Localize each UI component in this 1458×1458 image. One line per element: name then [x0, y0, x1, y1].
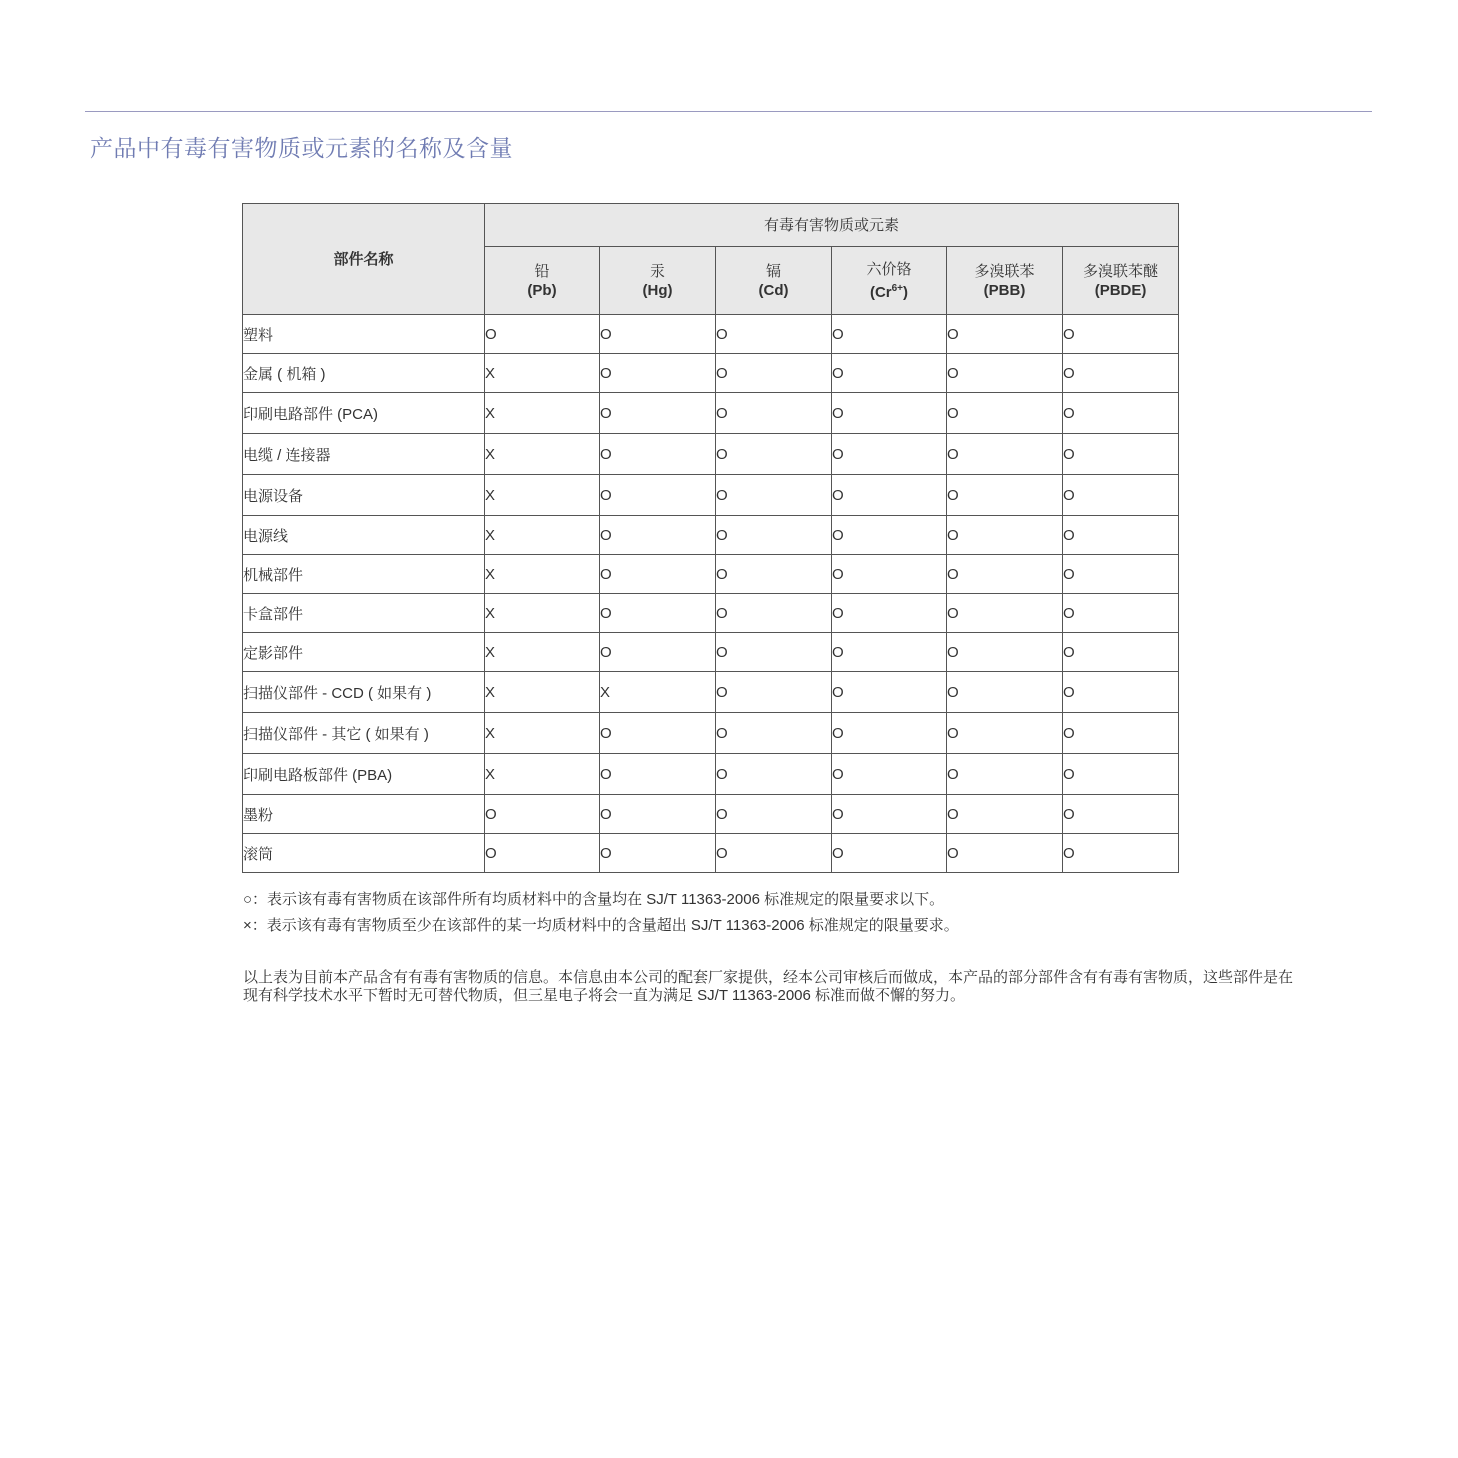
substance-mark-cell: O	[600, 555, 716, 594]
substance-mark-cell: O	[947, 516, 1063, 555]
part-name-header: 部件名称	[243, 204, 485, 315]
substance-mark-cell: O	[716, 354, 832, 393]
substance-mark-cell: X	[485, 354, 600, 393]
substance-mark-cell: O	[716, 475, 832, 516]
substance-mark-cell: O	[716, 795, 832, 834]
substance-mark-cell: O	[600, 434, 716, 475]
substance-mark-cell: X	[485, 393, 600, 434]
table-body	[243, 315, 1179, 873]
table-row	[243, 475, 1179, 516]
substance-mark-cell: O	[832, 393, 947, 434]
substance-mark-cell: O	[716, 434, 832, 475]
table-row	[243, 594, 1179, 633]
part-name-cell: 电源设备	[243, 475, 485, 516]
table-row	[243, 754, 1179, 795]
substance-mark-cell: O	[832, 594, 947, 633]
substance-mark-cell: O	[832, 795, 947, 834]
substance-mark-cell: O	[832, 754, 947, 795]
substance-mark-cell: O	[485, 315, 600, 354]
substance-mark-cell: O	[832, 516, 947, 555]
column-header-pbde: 多溴联苯醚 (PBDE)	[1063, 247, 1179, 315]
substance-mark-cell: O	[947, 393, 1063, 434]
substance-mark-cell: X	[485, 516, 600, 555]
part-name-cell: 印刷电路部件 (PCA)	[243, 393, 485, 434]
part-name-cell: 扫描仪部件 - 其它 ( 如果有 )	[243, 713, 485, 754]
substance-mark-cell: O	[600, 795, 716, 834]
substance-mark-cell: O	[947, 555, 1063, 594]
table-row	[243, 713, 1179, 754]
substance-mark-cell: O	[716, 594, 832, 633]
table-row	[243, 834, 1179, 873]
substance-mark-cell: O	[600, 354, 716, 393]
substance-mark-cell: O	[716, 633, 832, 672]
part-name-cell: 定影部件	[243, 633, 485, 672]
substance-mark-cell: O	[716, 315, 832, 354]
substance-mark-cell: O	[947, 633, 1063, 672]
part-name-cell: 墨粉	[243, 795, 485, 834]
o-mark-note: ○：表示该有毒有害物质在该部件所有均质材料中的含量均在 SJ/T 11363-2006 标准规定的限量要求以下。	[243, 891, 945, 908]
column-header-cr6: 六价铬 $(Cr^{6+})$	[832, 247, 947, 315]
compliance-statement: 以上表为目前本产品含有有毒有害物质的信息。本信息由本公司的配套厂家提供，经本公司审核后而做成，本产品的部分部件含有有毒有害物质，这些部件是在现有科学技术水平下暂时无可替代物质，但三星电子将会一直为满足 SJ/T 11363-2006 标准而做不懈的努力。	[243, 969, 1294, 1004]
top-divider	[85, 111, 1372, 112]
part-name-cell: 电源线	[243, 516, 485, 555]
substance-mark-cell: O	[716, 555, 832, 594]
substance-mark-cell: O	[485, 795, 600, 834]
substance-mark-cell: O	[1063, 834, 1179, 873]
substance-mark-cell: O	[947, 713, 1063, 754]
substance-mark-cell: O	[600, 594, 716, 633]
substance-mark-cell: O	[716, 754, 832, 795]
column-header-pbb: 多溴联苯 (PBB)	[947, 247, 1063, 315]
substance-mark-cell: O	[716, 393, 832, 434]
substance-mark-cell: X	[485, 713, 600, 754]
substance-mark-cell: O	[947, 754, 1063, 795]
substance-mark-cell: O	[947, 672, 1063, 713]
table-row	[243, 354, 1179, 393]
page-title: 产品中有毒有害物质或元素的名称及含量	[90, 136, 513, 162]
table-row	[243, 315, 1179, 354]
column-header-pb: 铅 (Pb)	[485, 247, 600, 315]
substance-mark-cell: O	[600, 475, 716, 516]
substance-mark-cell: O	[947, 834, 1063, 873]
substance-mark-cell: O	[832, 834, 947, 873]
substance-mark-cell: O	[1063, 516, 1179, 555]
substance-mark-cell: O	[1063, 475, 1179, 516]
substance-mark-cell: X	[485, 633, 600, 672]
substance-mark-cell: O	[832, 633, 947, 672]
table-row	[243, 555, 1179, 594]
substance-mark-cell: X	[485, 754, 600, 795]
substance-mark-cell: O	[947, 594, 1063, 633]
part-name-cell: 电缆 / 连接器	[243, 434, 485, 475]
substance-mark-cell: O	[1063, 393, 1179, 434]
substance-mark-cell: O	[832, 354, 947, 393]
column-header-cd: 镉 (Cd)	[716, 247, 832, 315]
substance-mark-cell: O	[1063, 315, 1179, 354]
substance-mark-cell: O	[1063, 434, 1179, 475]
column-header-hg: 汞 (Hg)	[600, 247, 716, 315]
part-name-cell: 滚筒	[243, 834, 485, 873]
substance-mark-cell: O	[1063, 672, 1179, 713]
substance-mark-cell: X	[485, 434, 600, 475]
substance-mark-cell: O	[832, 713, 947, 754]
substance-mark-cell: O	[832, 672, 947, 713]
substance-mark-cell: O	[716, 834, 832, 873]
substance-mark-cell: X	[485, 475, 600, 516]
part-name-cell: 卡盒部件	[243, 594, 485, 633]
substance-mark-cell: O	[1063, 754, 1179, 795]
substance-mark-cell: O	[947, 475, 1063, 516]
substance-mark-cell: O	[1063, 594, 1179, 633]
substance-mark-cell: O	[1063, 713, 1179, 754]
substance-mark-cell: O	[600, 516, 716, 555]
substance-mark-cell: O	[1063, 633, 1179, 672]
table-row	[243, 633, 1179, 672]
substance-mark-cell: O	[600, 633, 716, 672]
substance-mark-cell: X	[600, 672, 716, 713]
substance-mark-cell: O	[600, 393, 716, 434]
substance-mark-cell: O	[1063, 555, 1179, 594]
substance-mark-cell: X	[485, 555, 600, 594]
substance-mark-cell: O	[832, 434, 947, 475]
substance-mark-cell: O	[600, 754, 716, 795]
part-name-cell: 塑料	[243, 315, 485, 354]
substance-mark-cell: O	[832, 475, 947, 516]
substance-mark-cell: O	[716, 516, 832, 555]
substance-mark-cell: O	[716, 672, 832, 713]
substance-mark-cell: O	[716, 713, 832, 754]
substance-mark-cell: O	[947, 434, 1063, 475]
x-mark-note: ×：表示该有毒有害物质至少在该部件的某一均质材料中的含量超出 SJ/T 11363-2006 标准规定的限量要求。	[243, 917, 959, 934]
substance-mark-cell: O	[1063, 354, 1179, 393]
substance-mark-cell: O	[947, 354, 1063, 393]
part-name-cell: 扫描仪部件 - CCD ( 如果有 )	[243, 672, 485, 713]
part-name-cell: 机械部件	[243, 555, 485, 594]
substance-mark-cell: O	[947, 795, 1063, 834]
part-name-cell: 金属 ( 机箱 )	[243, 354, 485, 393]
substance-mark-cell: O	[1063, 795, 1179, 834]
table-row	[243, 393, 1179, 434]
substance-mark-cell: O	[832, 555, 947, 594]
table-row	[243, 516, 1179, 555]
substance-mark-cell: O	[832, 315, 947, 354]
substance-mark-cell: O	[947, 315, 1063, 354]
table-row	[243, 434, 1179, 475]
substance-mark-cell: O	[600, 315, 716, 354]
substance-mark-cell: X	[485, 672, 600, 713]
substance-mark-cell: O	[600, 834, 716, 873]
substance-mark-cell: O	[600, 713, 716, 754]
hazardous-substances-table	[242, 203, 1179, 873]
legend-notes	[243, 891, 959, 943]
table-row	[243, 795, 1179, 834]
substance-mark-cell: O	[485, 834, 600, 873]
substances-group-header: 有毒有害物质或元素	[485, 204, 1179, 247]
part-name-cell: 印刷电路板部件 (PBA)	[243, 754, 485, 795]
substance-mark-cell: X	[485, 594, 600, 633]
table-row	[243, 672, 1179, 713]
